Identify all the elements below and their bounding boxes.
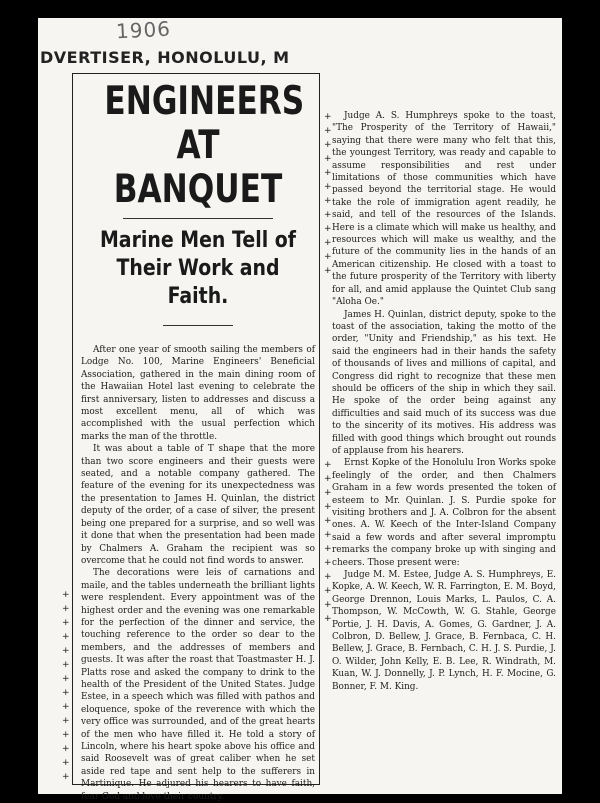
paragraph: James H. Quinlan, district deputy, spoke to the toast of the association, taking the motto of the order, "Unity and Friendship," as his text. He said the engineers had in their hands the safety of thousands of lives and millions of capital, and Congress did right to recognize that these men should be officers of the ship in which they sail. He spoke of the order being against any difficulties and said much of its success was due to the sincerity of its motives. His address was filled with good things which brought out rounds of applause from his hearers. (332, 309, 556, 456)
paragraph: Judge A. S. Humphreys spoke to the toast, "The Prosperity of the Territory of Hawaii," saying that there were many who felt that this, the youngest Territory, was ready and capable to assume responsibilities and rest under limitations of those communities which have passed beyond the territorial stage. He would take the role of immigration agent readily, he said, and tell of the resources of the Islands. Here is a climate which will make us healthy, and resources which will make us wealthy, and the future of the community lies in the hands of an American citizenship. He closed with a toast to the future prosperity of the Territory with liberty for all, and amid applause the Quintet Club sang "Aloha Oe." (332, 111, 556, 308)
newspaper-clipping (38, 16, 562, 802)
article-right-column (328, 110, 558, 710)
subheadline-rule (163, 325, 233, 326)
paragraph: It was about a table of T shape that the more than two score engineers and their guests were seated, and a notable company gathered. The feature of the evening for its unexpectedness was the presentation to James H. Quinlan, the district deputy of the order, of a case of silver, the present being one prepared for a surprise, and so well was it done that when the presentation had been made by Chalmers A. Graham the recipient was so overcome that he could not find words to answer. (81, 444, 315, 566)
attendee-list: Judge M. M. Estee, Judge A. S. Humphreys, E. Kopke, A. W. Keech, W. R. Farrington, E. M. Boyd, George Drennon, Louis Marks, L. Paulos, C. A. Thompson, W. McCowth, W. G. Stahle, George Portie, J. H. Davis, A. Gomes, G. Gardner, J. A. Colbron, D. Bellew, J. Grace, B. Fernbaca, C. H. Bellew, J. Grace, B. Fernbach, C. H. J. S. Purdie, J. O. Wilder, John Kelly, E. B. Lee, R. Windrath, M. Kuan, W. J. Donnelly, J. P. Lynch, H. F. Mocine, G. Bonner, F. M. King. (332, 570, 556, 692)
pin-marks-left: + + + + + + + + + + + + + + (62, 590, 70, 782)
paragraph: The decorations were leis of carnations and maile, and the tables underneath the brilliant lights were resplendent. Every appointment was of the highest order and the evening was one remarkable for the perfection of the dinner and service, the touching reference to the order so dear to the members, and the addresses of members and guests. It was after the roast that Toastmaster H. J. Platts rose and asked the company to drink to the health of the President of the United States. Judge Estee, in a speech which was filled with pathos and eloquence, spoke of the reverence with which the very office was surrounded, and of the great hearts of the men who have filled it. He told a story of Lincoln, where his heart spoke above his office and said Roosevelt was of great caliber when he set aside red tape and sent help to the sufferers in Martinique. He adjured his hearers to have faith, fear God and love their country. (81, 568, 315, 802)
headline-line-1: ENGINEERS (104, 79, 305, 124)
paragraph: Ernst Kopke of the Honolulu Iron Works spoke feelingly of the order, and then Chalmers Graham in a few words presented the token of esteem to Mr. Quinlan. J. S. Purdie spoke for visiting brothers and J. A. Colbron for the absent ones. A. W. Keech of the Inter-Island Company said a few words and after several impromptu remarks the company broke up with singing and cheers. Those present were: (332, 458, 556, 568)
article-left-column (72, 73, 320, 802)
paragraph: After one year of smooth sailing the members of Lodge No. 100, Marine Engineers' Beneficial Association, gathered in the main dining room of the Hawaiian Hotel last evening to celebrate the first anniversary, listen to addresses and discuss a most excellent menu, all of which was accomplished with the usual perfection which marks the man of the throttle. (81, 345, 315, 442)
subheadline: Marine Men Tell of Their Work and Faith. (99, 228, 297, 309)
handwritten-date-note: 1906 (115, 16, 172, 44)
headline-rule (123, 218, 273, 219)
pin-marks-middle-top: + + + + + + + + + + + + (324, 112, 332, 276)
left-body (81, 344, 315, 803)
headline (104, 79, 305, 212)
pin-marks-middle-bottom: + + + + + + + + + + + + (324, 460, 332, 624)
masthead: DVERTISER, HONOLULU, M (40, 48, 290, 67)
headline-line-2: AT BANQUET (113, 123, 283, 212)
